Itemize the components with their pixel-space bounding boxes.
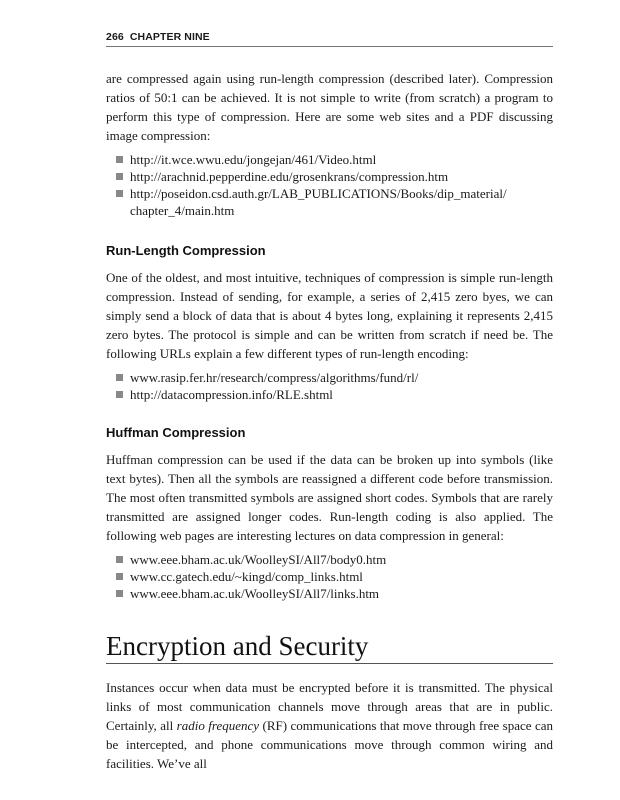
image-compression-link-list	[106, 151, 553, 219]
huffman-link-list	[106, 551, 553, 602]
document-page	[106, 30, 553, 773]
run-length-heading: Run-Length Compression	[106, 243, 266, 258]
run-length-link-list	[106, 369, 553, 403]
list-item[interactable]: www.rasip.fer.hr/research/compress/algorithms/fund/rl/	[106, 369, 553, 386]
square-bullet-icon	[116, 173, 123, 180]
encryption-heading: Encryption and Security	[106, 630, 553, 664]
radio-frequency-term: radio frequency	[176, 718, 260, 733]
square-bullet-icon	[116, 590, 123, 597]
intro-paragraph: are compressed again using run-length compression (described later). Compression ratios of 50:1 can be achieved. It is not simple to write (from scratch) a program to perform this type of compression. Here are some web sites and a PDF discussing image compression:	[106, 71, 553, 143]
list-item[interactable]: http://it.wce.wwu.edu/jongejan/461/Video.html	[106, 151, 553, 168]
list-item[interactable]: www.eee.bham.ac.uk/WoolleySI/All7/links.htm	[106, 585, 553, 602]
square-bullet-icon	[116, 573, 123, 580]
list-item[interactable]: http://poseidon.csd.auth.gr/LAB_PUBLICATIONS/Books/dip_material/ chapter_4/main.htm	[106, 185, 553, 219]
list-item[interactable]: http://datacompression.info/RLE.shtml	[106, 386, 553, 403]
square-bullet-icon	[116, 556, 123, 563]
page-number: 266	[106, 31, 124, 43]
encryption-paragraph: Instances occur when data must be encrypted before it is transmitted. The physical links of most communication channels move through areas that are in public. Certainly, all radio frequency (RF) communications that move through free space can be intercepted, and phone communications move through common wiring and facilities. We’ve all	[106, 680, 553, 771]
list-item[interactable]: www.eee.bham.ac.uk/WoolleySI/All7/body0.htm	[106, 551, 553, 568]
square-bullet-icon	[116, 190, 123, 197]
huffman-heading: Huffman Compression	[106, 425, 246, 440]
run-length-paragraph: One of the oldest, and most intuitive, techniques of compression is simple run-length compression. Instead of sending, for example, a series of 2,415 zero byes, we can simply send a block of data that is about 4 bytes long, explaining it represents 2,415 zero bytes. The protocol is simple and can be written from scratch if need be. The following URLs explain a few different types of run-length encoding:	[106, 270, 553, 361]
square-bullet-icon	[116, 391, 123, 398]
square-bullet-icon	[116, 374, 123, 381]
running-header	[106, 30, 553, 47]
chapter-title: CHAPTER NINE	[129, 31, 210, 43]
square-bullet-icon	[116, 156, 123, 163]
huffman-paragraph: Huffman compression can be used if the data can be broken up into symbols (like text bytes). Then all the symbols are reassigned a different code before transmission. The most often transmitted symbols are assigned short codes. Symbols that are rarely transmitted are assigned longer codes. Run-length coding is also applied. The following web pages are interesting lectures on data compression in general:	[106, 452, 553, 543]
list-item[interactable]: http://arachnid.pepperdine.edu/grosenkrans/compression.htm	[106, 168, 553, 185]
list-item[interactable]: www.cc.gatech.edu/~kingd/comp_links.html	[106, 568, 553, 585]
